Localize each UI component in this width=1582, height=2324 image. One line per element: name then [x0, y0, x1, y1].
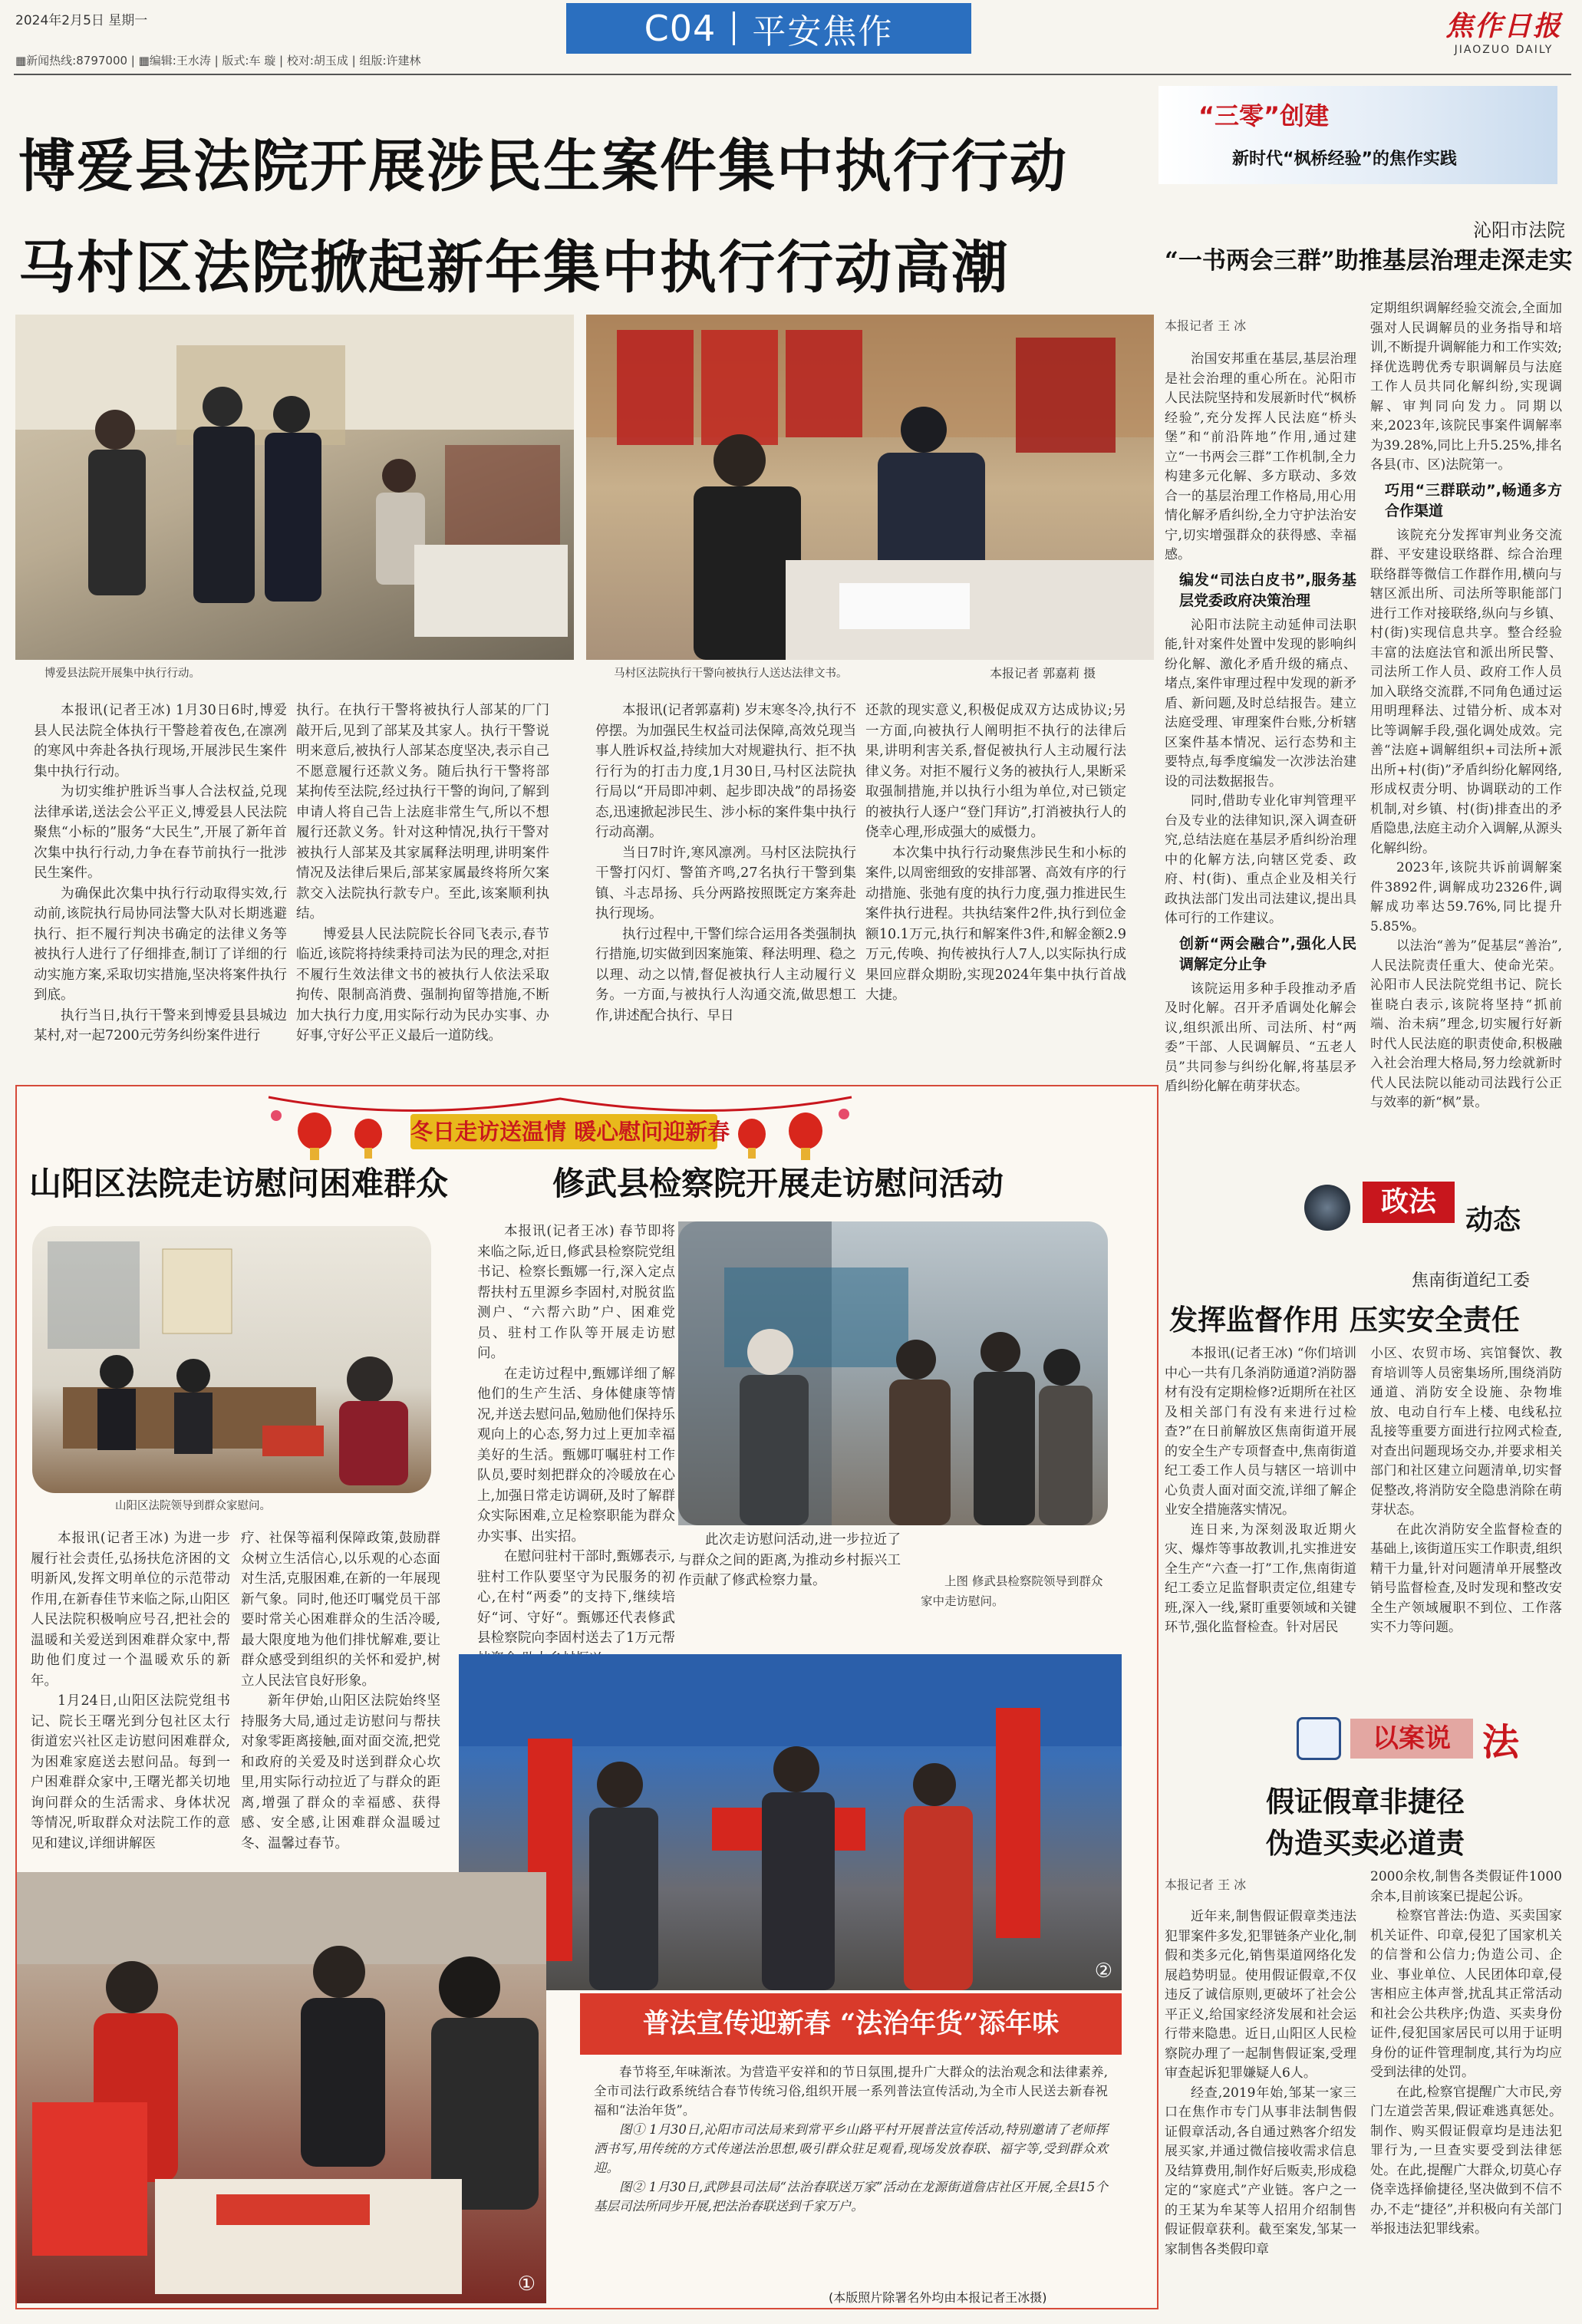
paragraph: 在此次消防安全监督检查的基础上,该街道压实工作职责,组织精干力量,针对问题清单开展整改销号监督检查,及时发现和整改安全生产领域履职不到位、工作落实不力等问题。 — [1370, 1521, 1562, 1635]
zhengfa-col2 — [1370, 1344, 1562, 1700]
case-byline: 本报记者 王 冰 — [1165, 1877, 1247, 1892]
paragraph: 本报讯(记者王冰) 春节即将来临之际,近日,修武县检察院党组书记、检察长甄娜一行,深入定点帮扶村五里源乡李固村,对脱贫监测户、“六帮六助”户、困难党员、驻村工作队等开展走访慰问。 — [477, 1224, 675, 1361]
case-header — [1297, 1713, 1557, 1766]
zhengfa-headline: 发挥监督作用 压实安全责任 — [1169, 1303, 1520, 1337]
paragraph: 新年伊始,山阳区法院始终坚持服务大局,通过走访慰问与帮扶对象零距离接触,面对面交流,把党和政府的关爱及时送到群众心坎里,用实际行动拉近了与群众的距离,增强了群众的幸福感、获得感、安全感,让困难群众温暖过冬、温馨过春节。 — [241, 1693, 440, 1851]
photo-shanyang-visit — [32, 1226, 431, 1493]
paragraph: 2000余枚,制售各类假证件1000余本,目前该案已提起公诉。 — [1370, 1869, 1562, 1904]
paragraph: 该院运用多种手段推动矛盾及时化解。召开矛盾调处化解会议,组织派出所、司法所、村“两委”干部、人民调解员、“五老人员”共同参与纠纷化解,将基层矛盾纠纷化解在萌芽状态。 — [1165, 981, 1356, 1094]
macun-article-col1 — [595, 700, 856, 1076]
pufa-text — [594, 2062, 1108, 2293]
case-headline-1: 假证假章非捷径 — [1266, 1785, 1465, 1818]
photo-xiuwu-visit — [678, 1221, 1108, 1525]
paragraph: 在此,检察官提醒广大市民,旁门左道尝苦果,假证难逃真惩处。制作、购买假证假章均是违法犯罪行为,一旦查实要受到法律惩处。在此,提醒广大群众,切莫心存侥幸选择偷捷径,坚决做到不信不办,不走“捷径”,并积极向有关部门举报违法犯罪线索。 — [1370, 2084, 1562, 2237]
paragraph: 当日7时许,寒风凛冽。马村区法院执行干警打闪灯、警笛齐鸣,27名执行干警到集镇、斗志昂扬、兵分两路按照既定方案奔赴执行现场。 — [595, 845, 856, 921]
paragraph: 近年来,制售假证假章类违法犯罪案件多发,犯罪链条产业化,制假和类多元化,销售渠道网络化发展趋势明显。使用假证假章,不仅违反了诚信原则,更破坏了社会公平正义,给国家经济发展和社会运行带来隐患。近日,山阳区人民检察院办理了一起制售假证案,受理审查起诉犯罪嫌疑人6人。 — [1165, 1909, 1356, 2081]
photo-label-2: ② — [1094, 1960, 1112, 1983]
paragraph: 本报讯(记者王冰) 为进一步履行社会责任,弘扬扶危济困的文明新风,发挥文明单位的示范带动作用,在新春佳节来临之际,山阳区人民法院积极响应号召,把社会的温暖和关爱送到困难群众家中,帮助他们度过一个温暖欢乐的新年。 — [31, 1531, 230, 1689]
paragraph: 2023年,该院共诉前调解案件3892件,调解成功2326件,调解成功率达59.76%,同比提升5.85%。 — [1370, 860, 1562, 935]
photo-pufa-couplets — [459, 1654, 1122, 1990]
case-col2 — [1370, 1867, 1562, 2312]
page-meta: ▦新闻热线:8797000 | ▦编辑:王水涛 | 版式:车 璇 | 校对:胡玉成 | 组版:许建林 — [15, 54, 421, 68]
shanyang-story-title: 山阳区法院走访慰问困难群众 — [29, 1165, 449, 1202]
paragraph: 春节将至,年味渐浓。为营造平安祥和的节日氛围,提升广大群众的法治观念和法律素养,全市司法行政系统结合春节传统习俗,组织开展一系列普法宣传活动,为全市人民送去新春祝福和“法治年货”。 — [594, 2065, 1108, 2118]
zhengfa-org: 焦南街道纪工委 — [1412, 1271, 1531, 1291]
paragraph: 本报讯(记者郭嘉莉) 岁末寒冬冷,执行不停摆。为加强民生权益司法保障,高效兑现当事人胜诉权益,持续加大对规避执行、拒不执行行为的打击力度,1月30日,马村区法院执行局以“开局即冲刺、起步即决战”的昂扬姿态,迅速掀起涉民生、涉小标的案件集中执行行动高潮。 — [595, 703, 856, 840]
case-title-fa: 法 — [1482, 1721, 1520, 1764]
xiuwu-col1 — [477, 1221, 675, 1646]
paragraph: 经查,2019年始,邹某一家三口在焦作市专门从事非法制售假证假章活动,各自通过熟客介绍发展买家,并通过微信接收需求信息及结算费用,制作好后贩卖,形成稳定的“家庭式”产业链。客户之一的王某为牟某等人招用介绍制售假证假章获利。截至案发,邹某一家制售各类假印章 — [1165, 2085, 1356, 2257]
paragraph: 执行过程中,干警们综合运用各类强制执行措施,切实做到因案施策、释法明理、稳之以理、动之以情,督促被执行人主动履行义务。一方面,与被执行人沟通交流,做思想工作,讲述配合执行、早日 — [595, 926, 856, 1024]
photo-boai-court-execution — [15, 315, 574, 660]
holiday-banner — [253, 1093, 867, 1169]
photo-illustration — [15, 315, 574, 660]
boai-article-col1 — [34, 700, 287, 1076]
paragraph: 小区、农贸市场、宾馆餐饮、教育培训等人员密集场所,围绕消防通道、消防安全设施、杂物堆放、电动自行车上楼、电线私拉乱接等重要方面进行拉网式检查,对查出问题现场交办,并要求相关部门和社区建立问题清单,切实督促整改,将消防安全隐患消除在萌芽状态。 — [1370, 1346, 1562, 1518]
zhengfa-col1 — [1165, 1344, 1356, 1700]
subheading: 创新“两会融合”,强化人民调解定分止争 — [1179, 935, 1356, 973]
paragraph: 在走访过程中,甄娜详细了解他们的生产生活、身体健康等情况,并送去慰问品,勉励他们保持乐观向上的心态,努力过上更加幸福美好的生活。甄娜叮嘱驻村工作队员,要时刻把群众的冷暖放在心上,加强日常走访调研,及时了解群众实际困难,立足检察职能为群众办实事、出实招。 — [477, 1366, 675, 1544]
sidebar-col2 — [1370, 299, 1562, 1128]
xiuwu-story-title: 修武县检察院开展走访慰问活动 — [552, 1165, 1004, 1202]
zhengfa-title: 政法 — [1363, 1182, 1455, 1223]
logo-english: JIAOZUO DAILY — [1454, 44, 1554, 56]
zhengfa-subtitle: 动态 — [1465, 1205, 1521, 1236]
photo2-caption: 马村区法院执行干警向被执行人送达法律文书。 — [614, 668, 848, 680]
subheading: 巧用“三群联动”,畅通多方合作渠道 — [1385, 481, 1562, 519]
headline-2: 马村区法院掀起新年集中执行行动高潮 — [18, 235, 1010, 301]
paragraph: 执行当日,执行干警来到博爱县县城边某村,对一起7200元劳务纠纷案件进行 — [34, 1007, 287, 1043]
paragraph: 连日来,为深刻汲取近期火灾、爆炸等事故教训,扎实推进安全生产“六查一打”工作,焦南街道纪工委立足监督职责定位,组建专班,深入一线,紧盯重要领域和关键环节,强化监督检查。针对居民 — [1165, 1521, 1356, 1635]
paragraph: 在慰问驻村干部时,甄娜表示,驻村工作队要坚守为民服务的初心,在村“两委”的支持下,继续培好“诃、守好“。甄娜还代表修武县检察院向李固村送去了1万元帮 — [477, 1549, 675, 1646]
paragraph: 该院充分发挥审判业务交流群、平安建设联络群、综合治理联络群等微信工作群作用,横向与辖区派出所、司法所等职能部门进行工作对接联络,纵向与乡镇、村(街)实现信息共享。整合经验丰富的法庭法官和派出所民警、司法所工作人员、政府工作人员加入联络交流群,不同角色通过运用明理释法、过错分析、成本对比等调解手段,强化调处成效。完善“法庭+调解组织+司法所+派出所+村(街)”矛盾纠纷化解网络,形成权责分明、协调联动的工作机制,对乡镇、村(街)排查出的矛盾隐患,法庭主动介入调解,从源头化解纠纷。 — [1370, 527, 1562, 856]
logo-chinese: 焦作日报 — [1445, 10, 1562, 42]
photo-illustration — [678, 1221, 1108, 1525]
page-banner — [566, 3, 971, 54]
paragraph: 执行。在执行干警将被执行人部某的厂门敲开后,见到了部某及其家人。执行干警说明来意后,被执行人部某态度坚决,表示自己不愿意履行还款义务。随后执行干警将部某拘传至法院,经过执行干警的询问,了解到申请人将自己告上法庭非常生气,所以不想履行还款义务。针对这种情况,执行干警对被执行人部某及其家属释法明理,讲明案件情况及法律后果后,部某家属最终将所欠案款交入法院执行款专户。至此,该案顺利执结。 — [296, 703, 549, 921]
shanyang-photo-caption: 山阳区法院领导到群众家慰问。 — [115, 1500, 271, 1512]
page-section-title: 平安焦作 — [752, 12, 894, 51]
holiday-banner-title: 冬日走访送温情 暖心慰问迎新春 — [410, 1114, 717, 1149]
photo1-caption: 博爱县法院开展集中执行行动。 — [44, 668, 200, 680]
paragraph: 图① 1月30日,沁阳市司法局来到常平乡山路平村开展普法宣传活动,特别邀请了老师挥洒书写,用传统的方式传递法治思想,吸引群众驻足观看,现场发放春联、福字等,受到群众欢迎。 — [594, 2122, 1108, 2175]
series-banner — [1158, 86, 1557, 184]
newspaper-logo — [1435, 5, 1573, 56]
paragraph: 为切实维护胜诉当事人合法权益,兑现法律承诺,送法会公平正义,博爱县人民法院聚焦“小标的”服务“大民生”,开展了新年首次集中执行行动,力争在春节前执行一批涉民生案件。 — [34, 784, 287, 881]
paragraph: 检察官普法:伪造、买卖国家机关证件、印章,侵犯了国家机关的信誉和公信力;伪造公司、企业、事业单位、人民团体印章,侵害相应主体声誉,扰乱其正常活动和社会公共秩序;伪造、买卖身份证件,侵犯国家居民可以用于证明身份的证件管理制度,其行为均应受到法律的处罚。 — [1370, 1908, 1562, 2080]
xiuwu-col2 — [678, 1530, 901, 1613]
photo-illustration — [586, 315, 1154, 660]
paragraph: 同时,借助专业化审判管理平台及专业的法律知识,深入调查研究,总结法庭在基层矛盾纠纷治理中的化解方法,向辖区党委、政府、村(街)、重点企业及相关行政执法部门发出司法建议,提出具体可行的工作建议。 — [1165, 793, 1356, 926]
pufa-credit: (本版照片除署名外均由本报记者王冰摄) — [829, 2290, 1047, 2305]
sidebar-col1 — [1165, 350, 1356, 1094]
case-title: 以案说 — [1350, 1719, 1473, 1759]
case-col1 — [1165, 1907, 1356, 2314]
page-code-divider — [733, 12, 735, 45]
sidebar-court-name: 沁阳市法院 — [1473, 219, 1565, 241]
series-subtitle: 新时代“枫桥经验”的焦作实践 — [1232, 150, 1457, 169]
header-rule — [14, 74, 1571, 75]
paragraph: 博爱县人民法院院长谷同飞表示,春节临近,该院将持续秉持司法为民的理念,对拒不履行生效法律文书的被执行人依法采取拘传、限制高消费、强制拘留等措施,不断加大执行力度,用实际行动为民办实事、办好事,守好公平正义最后一道防线。 — [296, 926, 549, 1043]
subheading: 编发“司法白皮书”,服务基层党委政府决策治理 — [1179, 571, 1356, 609]
paragraph: 本报讯(记者王冰) “你们培训中心一共有几条消防通道?消防器材有没有定期检修?近期所在社区及相关部门有没有来进行过检查?”在日前解放区焦南街道开展的安全生产专项督查中,焦南街道纪工委工作人员与辖区一培训中心负责人面对面交流,详细了解企业安全措施落实情况。 — [1165, 1346, 1356, 1518]
macun-article-col2 — [865, 700, 1126, 1076]
photo-macun-court-execution — [586, 315, 1154, 660]
sidebar-story-title: “一书两会三群”助推基层治理走深走实 — [1165, 247, 1573, 275]
paragraph: 疗、社保等福利保障政策,鼓励群众树立生活信心,以乐观的心态面对生活,克服困难,在新的一年展现新气象。同时,他还叮嘱党员干部要时常关心困难群众的生活冷暖,最大限度地为他们排忧解难,要让群众感受到组织的关怀和爱护,树立人民法官良好形象。 — [241, 1531, 440, 1689]
paragraph: 为确保此次集中执行行动取得实效,行动前,该院执行局协同法警大队对长期逃避执行、拒不履行判决书确定的法律义务等被执行人进行了仔细排查,制订了详细的行动实施方案,采取切实措施,坚决将案件执行到底。 — [34, 885, 287, 1003]
page-date: 2024年2月5日 星期一 — [15, 13, 148, 28]
photo-illustration — [17, 1872, 546, 2303]
pufa-title: 普法宣传迎新春 “法治年货”添年味 — [580, 1993, 1122, 2055]
series-title: “三零”创建 — [1198, 101, 1330, 130]
photo-pufa-calligraphy — [17, 1872, 546, 2303]
gavel-icon — [1297, 1717, 1341, 1760]
photo2-credit: 本报记者 郭嘉莉 摄 — [990, 666, 1096, 681]
case-headline-2: 伪造买卖必道责 — [1266, 1826, 1465, 1860]
headline-1: 博爱县法院开展涉民生案件集中执行行动 — [18, 134, 1068, 199]
page-code: C04 — [644, 8, 717, 49]
zhengfa-header — [1304, 1182, 1557, 1235]
photo-label-1: ① — [517, 2273, 536, 2296]
paragraph: 本报讯(记者王冰) 1月30日6时,博爱县人民法院全体执行干警趁着夜色,在凛冽的寒风中奔赴各执行现场,开展涉民生案件集中执行行动。 — [34, 703, 287, 780]
photo-illustration — [459, 1654, 1122, 1990]
xiuwu-photo-caption: 上图 修武县检察院领导到群众家中走访慰问。 — [921, 1574, 1103, 1608]
paragraph: 本次集中执行行动聚焦涉民生和小标的案件,以周密细致的安排部署、高效有序的行动措施、张弛有度的执行力度,强力推进民生案件执行进程。共执结案件2件,执行到位金额10.1万元,执行和解案件3件,和解金额2.9万元,传唤、拘传被执行人7人,以实际执行成果回应群众期盼,实现2024年集中执行首战大捷。 — [865, 845, 1126, 1003]
paragraph: 以法治“善为”促基层“善治”,人民法院责任重大、使命光荣。沁阳市人民法院党组书记、院长崔晓白表示,该院将坚持“抓前端、治未病”理念,切实履行好新时代人民法庭的职责使命,积极融入社会治理大格局,努力绘就新时代人民法院以能动司法践行公正与效率的新“枫”景。 — [1370, 938, 1562, 1110]
paragraph: 图② 1月30日,武陟县司法局“法治春联送万家”活动在龙源街道詹店社区开展,全县15个基层司法所同步开展,把法治春联送到千家万户。 — [594, 2180, 1108, 2214]
sidebar-byline: 本报记者 王 冰 — [1165, 318, 1247, 333]
paragraph: 还款的现实意义,积极促成双方达成协议;另一方面,向被执行人阐明拒不执行的法律后果,讲明利害关系,督促被执行人主动履行法律义务。对拒不履行义务的被执行人,果断采取强制措施,并以执行小组为单位,对已锁定的被执行人逐户“登门拜访”,打消被执行人的侥幸心理,形成强大的威慑力。 — [865, 703, 1126, 840]
paragraph: 此次走访慰问活动,进一步拉近了与群众之间的距离,为推动乡村振兴工作贡献了修武检察力量。 — [678, 1532, 901, 1588]
paragraph: 沁阳市法院主动延伸司法职能,针对案件处置中发现的影响纠纷化解、激化矛盾升级的痛点、堵点,案件审理过程中发现的新矛盾、新问题,及时总结报告。建立法庭受理、审理案件台账,分析辖区案件基本情况、运行态势和主要特点,每季度编发一次涉法治建设的司法数据报告。 — [1165, 617, 1356, 790]
megaphone-icon — [1304, 1185, 1350, 1231]
boai-article-col2 — [296, 700, 549, 1076]
paragraph: 1月24日,山阳区法院党组书记、院长王曙光到分包社区太行街道宏兴社区走访慰问困难群众,为困难家庭送去慰问品。每到一户困难群众家中,王曙光都关切地询问群众的生活需求、身体状况等情况,听取群众对法院工作的意见和建议,详细讲解医 — [31, 1693, 230, 1851]
paragraph: 治国安邦重在基层,基层治理是社会治理的重心所在。沁阳市人民法院坚持和发展新时代“枫桥经验”,充分发挥人民法庭“桥头堡”和“前沿阵地”作用,通过建立“一书两会三群”工作机制,全力构建多元化解、多方联动、多效合一的基层治理工作格局,用心用情化解矛盾纠纷,全力守护法治安宁,切实增强群众的获得感、幸福感。 — [1165, 351, 1356, 562]
photo-illustration — [32, 1226, 431, 1493]
paragraph: 定期组织调解经验交流会,全面加强对人民调解员的业务指导和培训,不断提升调解能力和工作实效;择优选聘优秀专职调解员与法庭工作人员共同化解纠纷,实现调解、审判同向发力。同期以来,2023年,该院民事案件调解率为39.28%,同比上升5.25%,排名各县(市、区)法院第一。 — [1370, 301, 1562, 473]
